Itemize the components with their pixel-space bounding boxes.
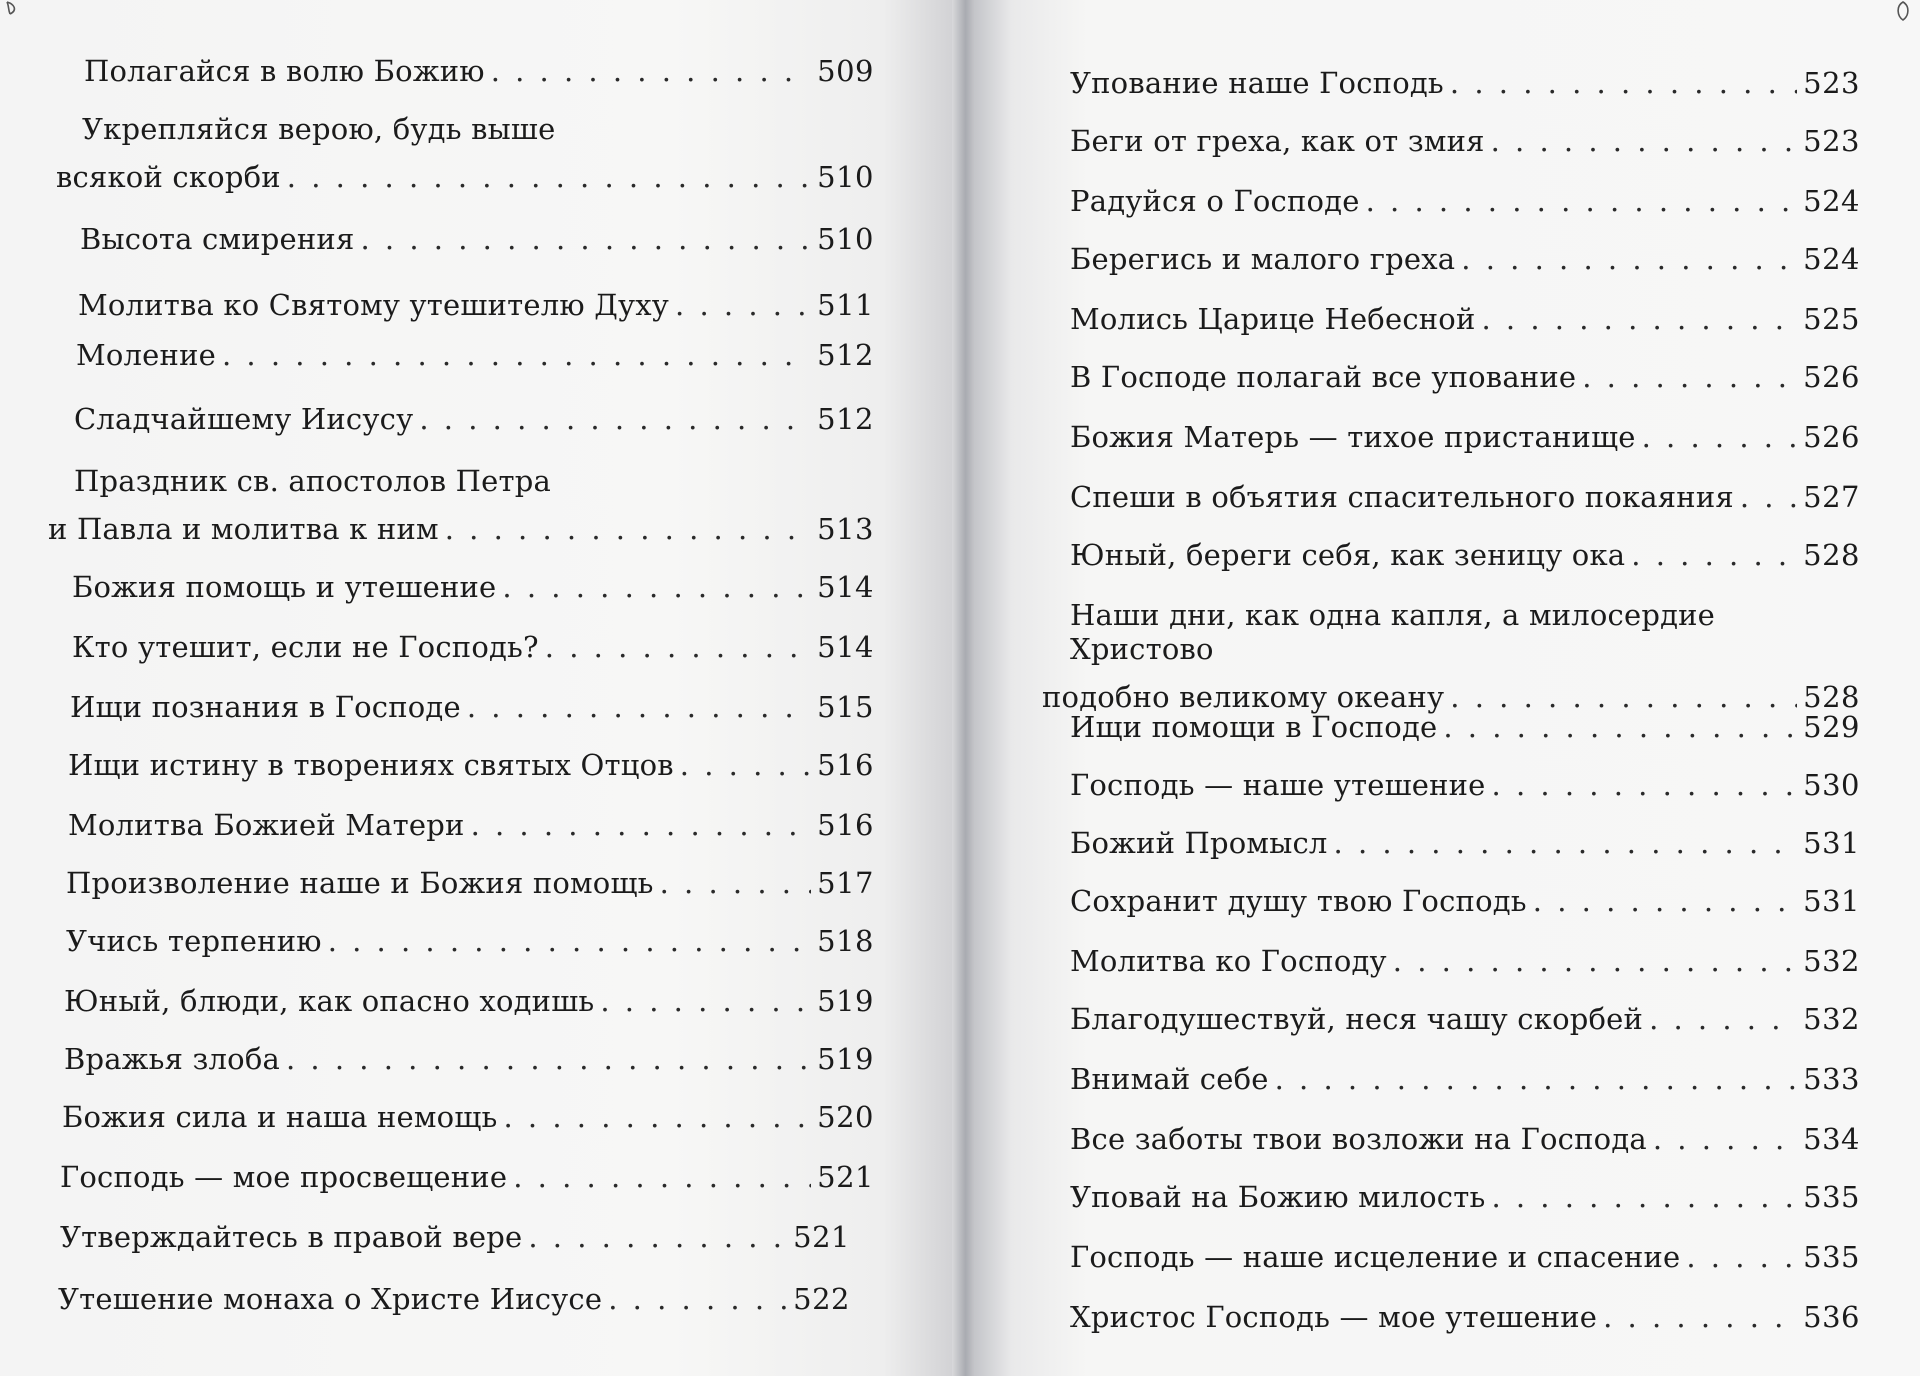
page-number: 514 [817,570,874,604]
page-number: 509 [817,54,874,88]
entry-title: Полагайся в волю Божию [84,54,485,88]
entry-title: подобно великому океану [1042,680,1445,714]
toc-entry[interactable] [74,402,874,436]
dot-leader [1649,1002,1797,1036]
page-number: 529 [1803,710,1860,744]
dot-leader [1603,1300,1797,1334]
toc-entry[interactable] [72,570,874,604]
entry-title: всякой скорби [56,160,281,194]
leaf-ornament-icon [4,0,26,22]
toc-entry[interactable] [1070,538,1860,572]
entry-title: Молитва Божией Матери [68,808,465,842]
toc-entry[interactable] [60,1220,850,1254]
dot-leader [1740,480,1797,514]
page-number: 512 [817,338,874,372]
entry-title: Внимай себе [1070,1062,1269,1096]
dot-leader [1482,302,1798,336]
entry-title: Учись терпению [66,924,322,958]
dot-leader [1491,1180,1797,1214]
entry-title: Уповай на Божию милость [1070,1180,1486,1214]
entry-title: Божия помощь и утешение [72,570,497,604]
dot-leader [419,402,811,436]
toc-entry[interactable] [66,924,874,958]
dot-leader [445,512,811,546]
dot-leader [1491,124,1798,158]
page-number: 535 [1803,1180,1860,1214]
toc-entry[interactable] [56,112,874,194]
dot-leader [1642,420,1798,454]
dot-leader [1582,360,1797,394]
dot-leader [491,54,811,88]
page-number: 510 [817,160,874,194]
toc-entry[interactable] [60,1160,874,1194]
page-number: 536 [1803,1300,1860,1334]
dot-leader [1631,538,1797,572]
entry-title: Сладчайшему Иисусу [74,402,414,436]
dot-leader [675,288,811,322]
entry-title: Благодушествуй, неся чашу скорбей [1070,1002,1644,1036]
page-number: 511 [817,288,874,322]
toc-entry[interactable] [80,222,874,256]
entry-title: Христос Господь — мое утешение [1070,1300,1598,1334]
toc-entry[interactable] [48,464,874,546]
dot-leader [286,1042,811,1076]
toc-entry[interactable] [1070,884,1860,918]
toc-entry[interactable] [1070,420,1860,454]
dot-leader [660,866,812,900]
entry-title: Спеши в объятия спасительного покаяния [1070,480,1734,514]
page-number: 527 [1803,480,1860,514]
toc-entry[interactable] [1070,1180,1860,1214]
entry-title: Ищи истину в творениях святых Отцов [68,748,674,782]
toc-entry[interactable] [1070,124,1860,158]
page-number: 522 [793,1282,850,1316]
dot-leader [222,338,811,372]
page-number: 519 [817,1042,874,1076]
page-number: 520 [817,1100,874,1134]
toc-entry[interactable] [64,984,874,1018]
dot-leader [680,748,811,782]
toc-entry[interactable] [68,808,874,842]
page-number: 510 [817,222,874,256]
dot-leader [1653,1122,1797,1156]
entry-title: Упование наше Господь [1070,66,1444,100]
page-number: 531 [1803,826,1860,860]
entry-title-line1: Наши дни, как одна капля, а милосердие Христово [1070,598,1716,666]
entry-title: Юный, береги себя, как зеницу ока [1070,538,1626,572]
page-number: 528 [1803,680,1860,714]
page-number: 535 [1803,1240,1860,1274]
page-number: 524 [1803,184,1860,218]
entry-title: Ищи познания в Господе [70,690,461,724]
entry-title: Утешение монаха о Христе Иисусе [58,1282,603,1316]
toc-entry[interactable] [58,1282,850,1316]
dot-leader [1492,768,1798,802]
dot-leader [1334,826,1798,860]
page-number: 524 [1803,242,1860,276]
page-number: 526 [1803,420,1860,454]
toc-entry[interactable] [1070,302,1860,336]
entry-title: Все заботы твои возложи на Господа [1070,1122,1647,1156]
entry-title: Радуйся о Господе [1070,184,1360,218]
page-number: 523 [1803,124,1860,158]
entry-title: Юный, блюди, как опасно ходишь [64,984,595,1018]
dot-leader [513,1160,811,1194]
page-number: 518 [817,924,874,958]
dot-leader [1393,944,1797,978]
entry-title: В Господе полагай все упование [1070,360,1577,394]
entry-title: Кто утешит, если не Господь? [72,630,539,664]
dot-leader [1366,184,1798,218]
toc-entry[interactable] [1070,944,1860,978]
entry-title: Божия сила и наша немощь [62,1100,498,1134]
toc-entry[interactable] [64,1042,874,1076]
dot-leader [1686,1240,1797,1274]
toc-entry[interactable] [1070,710,1860,744]
toc-entry[interactable] [1070,1062,1860,1096]
toc-entry[interactable] [68,748,874,782]
entry-title: Сохранит душу твою Господь [1070,884,1527,918]
dot-leader [545,630,811,664]
toc-entry[interactable] [1070,1240,1860,1274]
toc-entry[interactable] [78,288,874,322]
toc-entry[interactable] [1070,360,1860,394]
page-number: 516 [817,808,874,842]
entry-title: Господь — мое просвещение [60,1160,508,1194]
entry-title: Берегись и малого греха [1070,242,1456,276]
entry-title: Молись Царице Небесной [1070,302,1476,336]
page-number: 523 [1803,66,1860,100]
entry-title: Молитва ко Святому утешителю Духу [78,288,670,322]
page-number: 521 [793,1220,850,1254]
page-number: 512 [817,402,874,436]
dot-leader [1275,1062,1798,1096]
toc-entry[interactable] [72,630,874,664]
entry-title-line1: Праздник св. апостолов Петра [74,464,552,498]
dot-leader [503,1100,811,1134]
toc-entry[interactable] [1070,1300,1860,1334]
page-number: 525 [1803,302,1860,336]
entry-title: Господь — наше утешение [1070,768,1486,802]
toc-entry[interactable] [1042,598,1860,714]
toc-entry[interactable] [1070,768,1860,802]
entry-title-line1: Укрепляйся верою, будь выше [82,112,556,146]
page-number: 513 [817,512,874,546]
toc-entry[interactable] [1070,1122,1860,1156]
dot-leader [1533,884,1797,918]
toc-entry[interactable] [1070,66,1860,100]
page-number: 532 [1803,1002,1860,1036]
dot-leader [1443,710,1797,744]
toc-entry[interactable] [1070,826,1860,860]
dot-leader [1450,66,1797,100]
dot-leader [328,924,811,958]
dot-leader [467,690,811,724]
page-number: 515 [817,690,874,724]
dot-leader [502,570,811,604]
page-number: 519 [817,984,874,1018]
dot-leader [600,984,811,1018]
toc-entry[interactable] [76,338,874,372]
entry-title: Божия Матерь — тихое пристанище [1070,420,1636,454]
toc-entry[interactable] [1070,480,1860,514]
entry-title: Беги от греха, как от змия [1070,124,1485,158]
page-number: 532 [1803,944,1860,978]
toc-entry[interactable] [66,866,874,900]
dot-leader [528,1220,787,1254]
entry-title: Ищи помощи в Господе [1070,710,1438,744]
entry-title: Произволение наше и Божия помощь [66,866,654,900]
right-page [974,0,1920,1376]
entry-title: Молитва ко Господу [1070,944,1387,978]
leaf-ornament-icon [1892,0,1914,22]
toc-entry[interactable] [84,54,874,88]
page-number: 514 [817,630,874,664]
page-number: 534 [1803,1122,1860,1156]
entry-title: Господь — наше исцеление и спасение [1070,1240,1681,1274]
dot-leader [608,1282,787,1316]
entry-title: Вражья злоба [64,1042,280,1076]
page-number: 526 [1803,360,1860,394]
toc-entry[interactable] [70,690,874,724]
dot-leader [287,160,811,194]
entry-title: Высота смирения [80,222,355,256]
entry-title: и Павла и молитва к ним [48,512,439,546]
toc-entry[interactable] [1070,242,1860,276]
page-number: 521 [817,1160,874,1194]
entry-title: Божий Промысл [1070,826,1328,860]
toc-entry[interactable] [1070,184,1860,218]
dot-leader [471,808,812,842]
page-number: 530 [1803,768,1860,802]
dot-leader [360,222,811,256]
toc-entry[interactable] [1070,1002,1860,1036]
page-number: 517 [817,866,874,900]
page-number: 531 [1803,884,1860,918]
page-number: 516 [817,748,874,782]
entry-title: Моление [76,338,216,372]
entry-title: Утверждайтесь в правой вере [60,1220,523,1254]
toc-entry[interactable] [62,1100,874,1134]
dot-leader [1461,242,1797,276]
page-number: 528 [1803,538,1860,572]
page-number: 533 [1803,1062,1860,1096]
dot-leader [1450,680,1797,714]
